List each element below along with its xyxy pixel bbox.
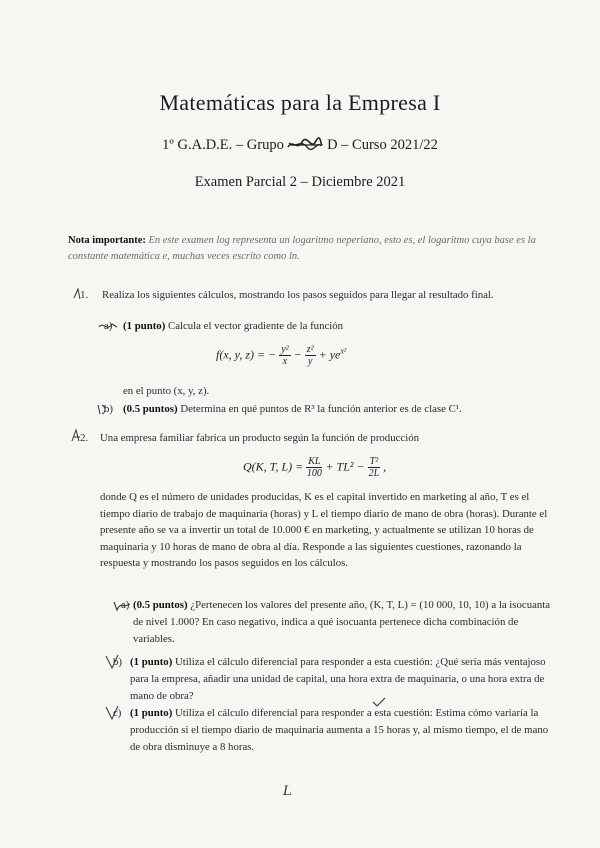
q1a-frac-2 [305, 344, 316, 367]
q1a-formula-minus: − [293, 347, 302, 362]
exam-title: Matemáticas para la Empresa I [159, 90, 441, 115]
q1a-tick-mark [98, 321, 118, 333]
crossed-out-group-scribble [287, 137, 323, 153]
q1-number: 1. [80, 289, 89, 301]
q2b-letter: b) [113, 656, 122, 668]
q1b-text: Determina en qué puntos de R³ la función anterior es de clase C¹. [180, 403, 462, 415]
page-handwritten-mark: L [283, 784, 292, 799]
q2c-letter: c) [113, 707, 122, 719]
q1a-frac2-num: z² [306, 344, 314, 355]
exam-subtitle: Examen Parcial 2 – Diciembre 2021 [194, 174, 406, 190]
q1a-formula-rhs: + ye [318, 347, 341, 362]
q2-body: donde Q es el número de unidades producidas, K es el capital invertido en marketing al año, T es el tiempo diario de trabajo de maquinaria (horas) y L el tiempo diario de mano de obra (horas). Durante el presente año se va a invertir un total de 10.000 € en marketing, y actualmente se utilizan 10 horas de maquinaria y 10 horas de mano de obra al día. Responde a las siguientes cuestiones, razonando la respuesta y mostrando los pasos seguidos en los cálculos. [100, 491, 548, 570]
q1a-formula [216, 344, 346, 367]
q1a-frac2-den: y [307, 356, 313, 367]
q2a-statement [133, 597, 551, 648]
note-text: En este examen log representa un logaritmo neperiano, esto es, el logaritmo cuya base es la constante matemática e, muchas veces escrito como ln. [68, 235, 536, 262]
q2-frac1-den: 100 [306, 468, 322, 479]
q2a-letter: a) [121, 599, 130, 611]
q1a-frac1-num: y² [281, 344, 289, 355]
q1a-point: en el punto (x, y, z). [123, 385, 210, 397]
q2b-text: Utiliza el cálculo diferencial para responder a esta cuestión: ¿Qué sería más ventajoso para la empresa, añadir una unidad de capital, una hora extra de maquinaria, o una hora extra de mano de obra? [130, 656, 546, 702]
q2-frac-2 [368, 456, 381, 479]
q2a-text: ¿Pertenecen los valores del presente año, (K, T, L) = (10 000, 10, 10) a la isocuanta de nivel 1.000? En caso negativo, indica a qué isocuanta pertenece dicha combinación de variables. [133, 599, 551, 645]
q2c-handwritten-check [372, 697, 386, 707]
q2b-tick-mark [104, 653, 120, 671]
note-label: Nota importante: [68, 235, 146, 246]
q2a-tick-mark [113, 598, 131, 612]
course-line [0, 137, 600, 154]
q1a-points: (1 punto) [123, 320, 166, 332]
q2-formula-end: , [383, 459, 387, 474]
q1a-frac-1 [279, 344, 290, 367]
q1a-text: Calcula el vector gradiente de la función [168, 320, 344, 332]
q2-frac2-den: 2L [368, 468, 380, 479]
course-line-left: 1º G.A.D.E. – Grupo [162, 137, 284, 153]
course-line-right: D – Curso 2021/22 [327, 137, 438, 153]
q1-handwritten-mark [72, 286, 84, 302]
q2-frac-1 [306, 456, 322, 479]
important-note [68, 233, 548, 265]
q2-intro: Una empresa familiar fabrica un producto según la función de producción [100, 432, 419, 444]
q1a-formula-exponent: x² [340, 346, 347, 356]
q1b-points: (0.5 puntos) [123, 403, 178, 415]
q2c-tick-mark [104, 704, 120, 722]
q1b-letter: b) [104, 403, 113, 415]
q2-frac2-num: T² [369, 456, 379, 467]
q2-frac1-num: KL [308, 456, 321, 467]
q2b-points: (1 punto) [130, 656, 173, 668]
q2c-statement [130, 705, 551, 756]
q2-formula-mid: + TL² − [325, 459, 365, 474]
q2c-points: (1 punto) [130, 707, 173, 719]
q1-intro: Realiza los siguientes cálculos, mostrando los pasos seguidos para llegar al resultado final. [102, 289, 494, 301]
q1a-statement [123, 318, 543, 335]
q1b-tick-mark [96, 402, 110, 416]
q1a-formula-lhs: f(x, y, z) = − [216, 347, 277, 362]
q1a-letter: a) [104, 320, 113, 332]
q2-formula-lhs: Q(K, T, L) = [243, 459, 304, 474]
q1a-frac1-den: x [282, 356, 288, 367]
q2b-statement [130, 654, 551, 705]
q1b-statement [123, 401, 553, 418]
q2a-points: (0.5 puntos) [133, 599, 188, 611]
q2c-text: Utiliza el cálculo diferencial para responder a esta cuestión: Estima cómo variaría la producción si el tiempo diario de maquinaria aumenta a 15 horas y, al mismo tiempo, el de mano de obra disminuye a 8 horas. [130, 707, 549, 753]
q2-formula [243, 456, 386, 479]
q2-handwritten-mark [70, 428, 84, 444]
q2-number: 2. [80, 432, 89, 444]
